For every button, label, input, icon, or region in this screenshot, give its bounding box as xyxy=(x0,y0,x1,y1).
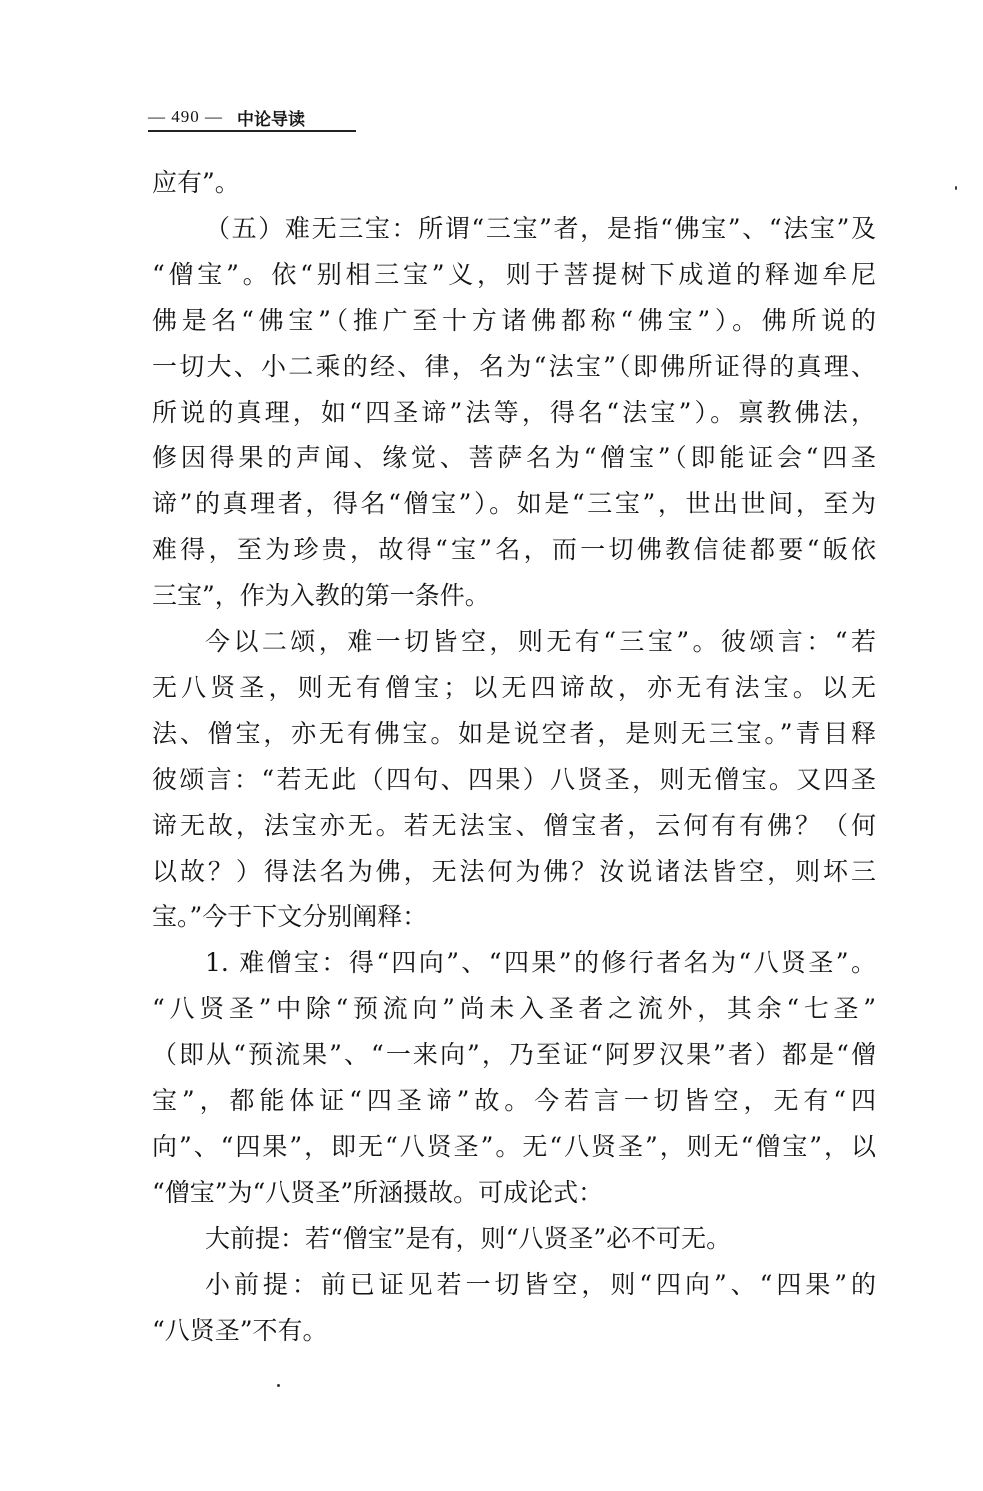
text-line: （五）难无三宝：所谓“三宝”者，是指“佛宝”、“法宝”及 xyxy=(205,213,876,243)
text-line: 无八贤圣，则无有僧宝；以无四谛故，亦无有法宝。以无 xyxy=(152,672,876,702)
text-line: 一切大、小二乘的经、律，名为“法宝”（即佛所证得的真理、 xyxy=(152,351,876,381)
text-line: 三宝”，作为入教的第一条件。 xyxy=(152,581,490,611)
book-title: 中论导读 xyxy=(237,109,305,130)
text-line: 修因得果的声闻、缘觉、菩萨名为“僧宝”（即能证会“四圣 xyxy=(152,443,876,473)
running-header xyxy=(148,104,356,132)
text-line: 难得，至为珍贵，故得“宝”名，而一切佛教信徒都要“皈依 xyxy=(152,535,876,565)
text-line: 法、僧宝，亦无有佛宝。如是说空者，是则无三宝。”青目释 xyxy=(152,718,876,748)
text-line: 佛是名“佛宝”（推广至十方诸佛都称“佛宝”）。佛所说的 xyxy=(152,305,876,335)
scan-speck xyxy=(277,1384,280,1387)
text-line: 以故？）得法名为佛，无法何为佛？汝说诸法皆空，则坏三 xyxy=(152,856,876,886)
text-line: 向”、“四果”，即无“八贤圣”。无“八贤圣”，则无“僧宝”，以 xyxy=(152,1131,876,1161)
text-line: “僧宝”。依“别相三宝”义，则于菩提树下成道的释迦牟尼 xyxy=(152,259,876,289)
text-line: “僧宝”为“八贤圣”所涵摄故。可成论式： xyxy=(152,1177,604,1207)
text-line: 谛”的真理者，得名“僧宝”）。如是“三宝”，世出世间，至为 xyxy=(152,489,876,519)
text-line: 1. 难僧宝：得“四向”、“四果”的修行者名为“八贤圣”。 xyxy=(205,948,876,978)
text-line: “八贤圣”中除“预流向”尚未入圣者之流外，其余“七圣” xyxy=(152,994,876,1024)
text-line: 所说的真理，如“四圣谛”法等，得名“法宝”）。禀教佛法， xyxy=(152,397,876,427)
text-line: 彼颂言：“若无此（四句、四果）八贤圣，则无僧宝。又四圣 xyxy=(152,764,876,794)
text-line: 宝。”今于下文分别阐释： xyxy=(152,902,428,932)
text-line: 大前提：若“僧宝”是有，则“八贤圣”必不可无。 xyxy=(205,1223,732,1253)
text-line: （即从“预流果”、“一来向”，乃至证“阿罗汉果”者）都是“僧 xyxy=(152,1040,876,1070)
text-line: “八贤圣”不有。 xyxy=(152,1315,328,1345)
text-line: 宝”，都能体证“四圣谛”故。今若言一切皆空，无有“四 xyxy=(152,1086,876,1115)
text-line: 谛无故，法宝亦无。若无法宝、僧宝者，云何有有佛？（何 xyxy=(152,810,876,840)
text-line: 小前提：前已证见若一切皆空，则“四向”、“四果”的 xyxy=(205,1269,876,1299)
text-line: 今以二颂，难一切皆空，则无有“三宝”。彼颂言：“若 xyxy=(205,627,876,656)
page-number: — 490 — xyxy=(148,107,223,126)
text-line: 应有”。 xyxy=(152,168,240,197)
scan-speck xyxy=(955,186,957,190)
